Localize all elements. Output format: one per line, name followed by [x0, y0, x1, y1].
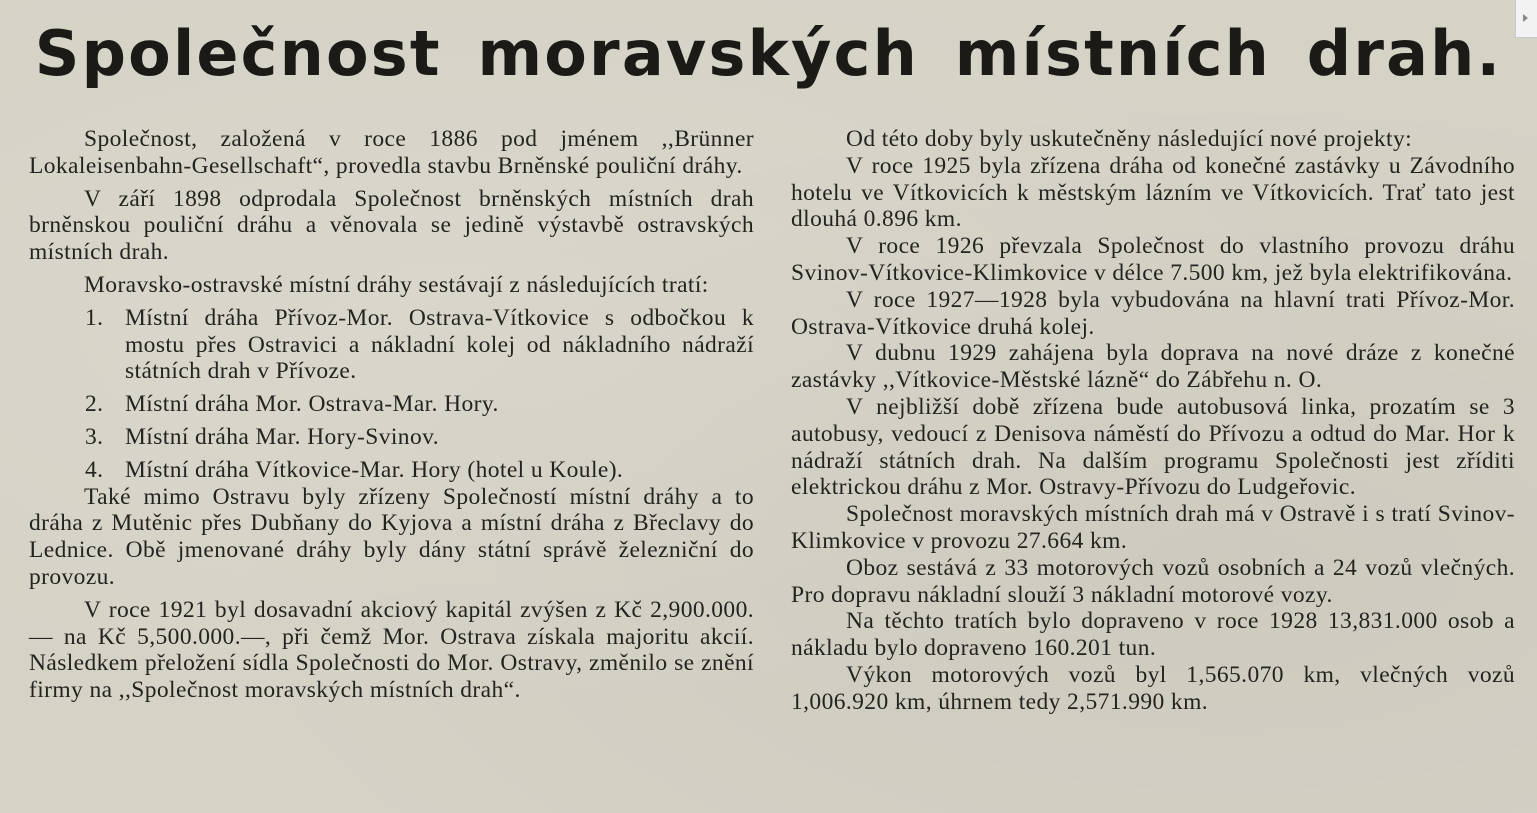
right-column	[791, 126, 1515, 716]
list-text: Místní dráha Mar. Hory-Svinov.	[125, 423, 439, 450]
chevron-right-icon[interactable]	[1523, 14, 1528, 22]
paragraph: Společnost, založená v roce 1886 pod jménem ,,Brünner Lokaleisenbahn-Gesellschaft“, provedla stavbu Brněnské pouliční dráhy.	[29, 126, 754, 179]
list-number: 1.	[85, 304, 104, 331]
paragraph: Společnost moravských místních drah má v Ostravě i s tratí Svinov-Klimkovice v provozu 27.664 km.	[791, 501, 1515, 554]
paragraph: Na těchto tratích bylo dopraveno v roce 1928 13,831.000 osob a nákladu bylo dopraveno 160.201 tun.	[791, 608, 1515, 662]
paragraph: V roce 1921 byl dosavadní akciový kapitál zvýšen z Kč 2,900.000.— na Kč 5,500.000.—, při čemž Mor. Ostrava získala majoritu akcií. Následkem přeložení sídla Společnosti do Mor. Ostravy, změnilo se znění firmy na ,,Společnost moravských místních drah“.	[29, 596, 754, 704]
list-text: Místní dráha Přívoz-Mor. Ostrava-Vítkovice s odbočkou k mostu přes Ostravici a nákladní kolej od nákladního nádraží státních drah v Přívoze.	[125, 304, 754, 385]
paragraph: Moravsko-ostravské místní dráhy sestávají z následujících tratí:	[84, 271, 709, 298]
paragraph: V dubnu 1929 zahájena byla doprava na nové dráze z konečné zastávky ,,Vítkovice-Městské lázně“ do Zábřehu n. O.	[791, 340, 1515, 394]
list-number: 4.	[85, 456, 104, 483]
left-column	[29, 126, 754, 704]
paragraph: Také mimo Ostravu byly zřízeny Společností místní dráhy a to dráha z Mutěnic přes Dubňany do Kyjova a místní dráha z Břeclavy do Lednice. Obě jmenované dráhy byly dány státní správě železniční do provozu.	[29, 483, 754, 590]
paragraph: Od této doby byly uskutečněny následující nové projekty:	[846, 126, 1413, 152]
paragraph: V září 1898 odprodala Společnost brněnských místních drah brněnskou pouliční dráhu a věnovala se jedině výstavbě ostravských místních drah.	[29, 185, 754, 266]
list-number: 3.	[85, 423, 104, 450]
paragraph: V roce 1926 převzala Společnost do vlastního provozu dráhu Svinov-Vítkovice-Klimkovice v délce 7.500 km, jež byla elektrifikována.	[791, 233, 1515, 286]
paragraph: V roce 1927—1928 byla vybudována na hlavní trati Přívoz-Mor. Ostrava-Vítkovice druhá kolej.	[791, 286, 1515, 340]
paragraph: V nejbližší době zřízena bude autobusová linka, prozatím se 3 autobusy, vedoucí z Denisova náměstí do Přívozu a odtud do Mar. Hor k nádraží státních drah. Na dalším programu Společnosti jest zříditi elektrickou dráhu z Mor. Ostravy-Přívozu do Ludgeřovic.	[791, 393, 1515, 501]
list-number: 2.	[85, 391, 104, 418]
list-item	[29, 391, 754, 418]
list-item	[29, 457, 754, 484]
list-text: Místní dráha Mor. Ostrava-Mar. Hory.	[125, 391, 499, 418]
page-title: Společnost moravských místních drah.	[34, 17, 1503, 90]
track-list	[29, 305, 754, 484]
scrollbar[interactable]	[1515, 0, 1537, 38]
paragraph: Oboz sestává z 33 motorových vozů osobních a 24 vozů vlečných. Pro dopravu nákladní slouží 3 nákladní motorové vozy.	[791, 554, 1515, 608]
list-item	[29, 305, 754, 385]
list-item	[29, 424, 754, 451]
list-text: Místní dráha Vítkovice-Mar. Hory (hotel u Koule).	[125, 456, 624, 483]
paragraph: Výkon motorových vozů byl 1,565.070 km, vlečných vozů 1,006.920 km, úhrnem tedy 2,571.990 km.	[791, 661, 1515, 715]
paragraph: V roce 1925 byla zřízena dráha od konečné zastávky u Závodního hotelu ve Vítkovicích k městským lázním ve Vítkovicích. Trať tato jest dlouhá 0.896 km.	[791, 152, 1515, 233]
